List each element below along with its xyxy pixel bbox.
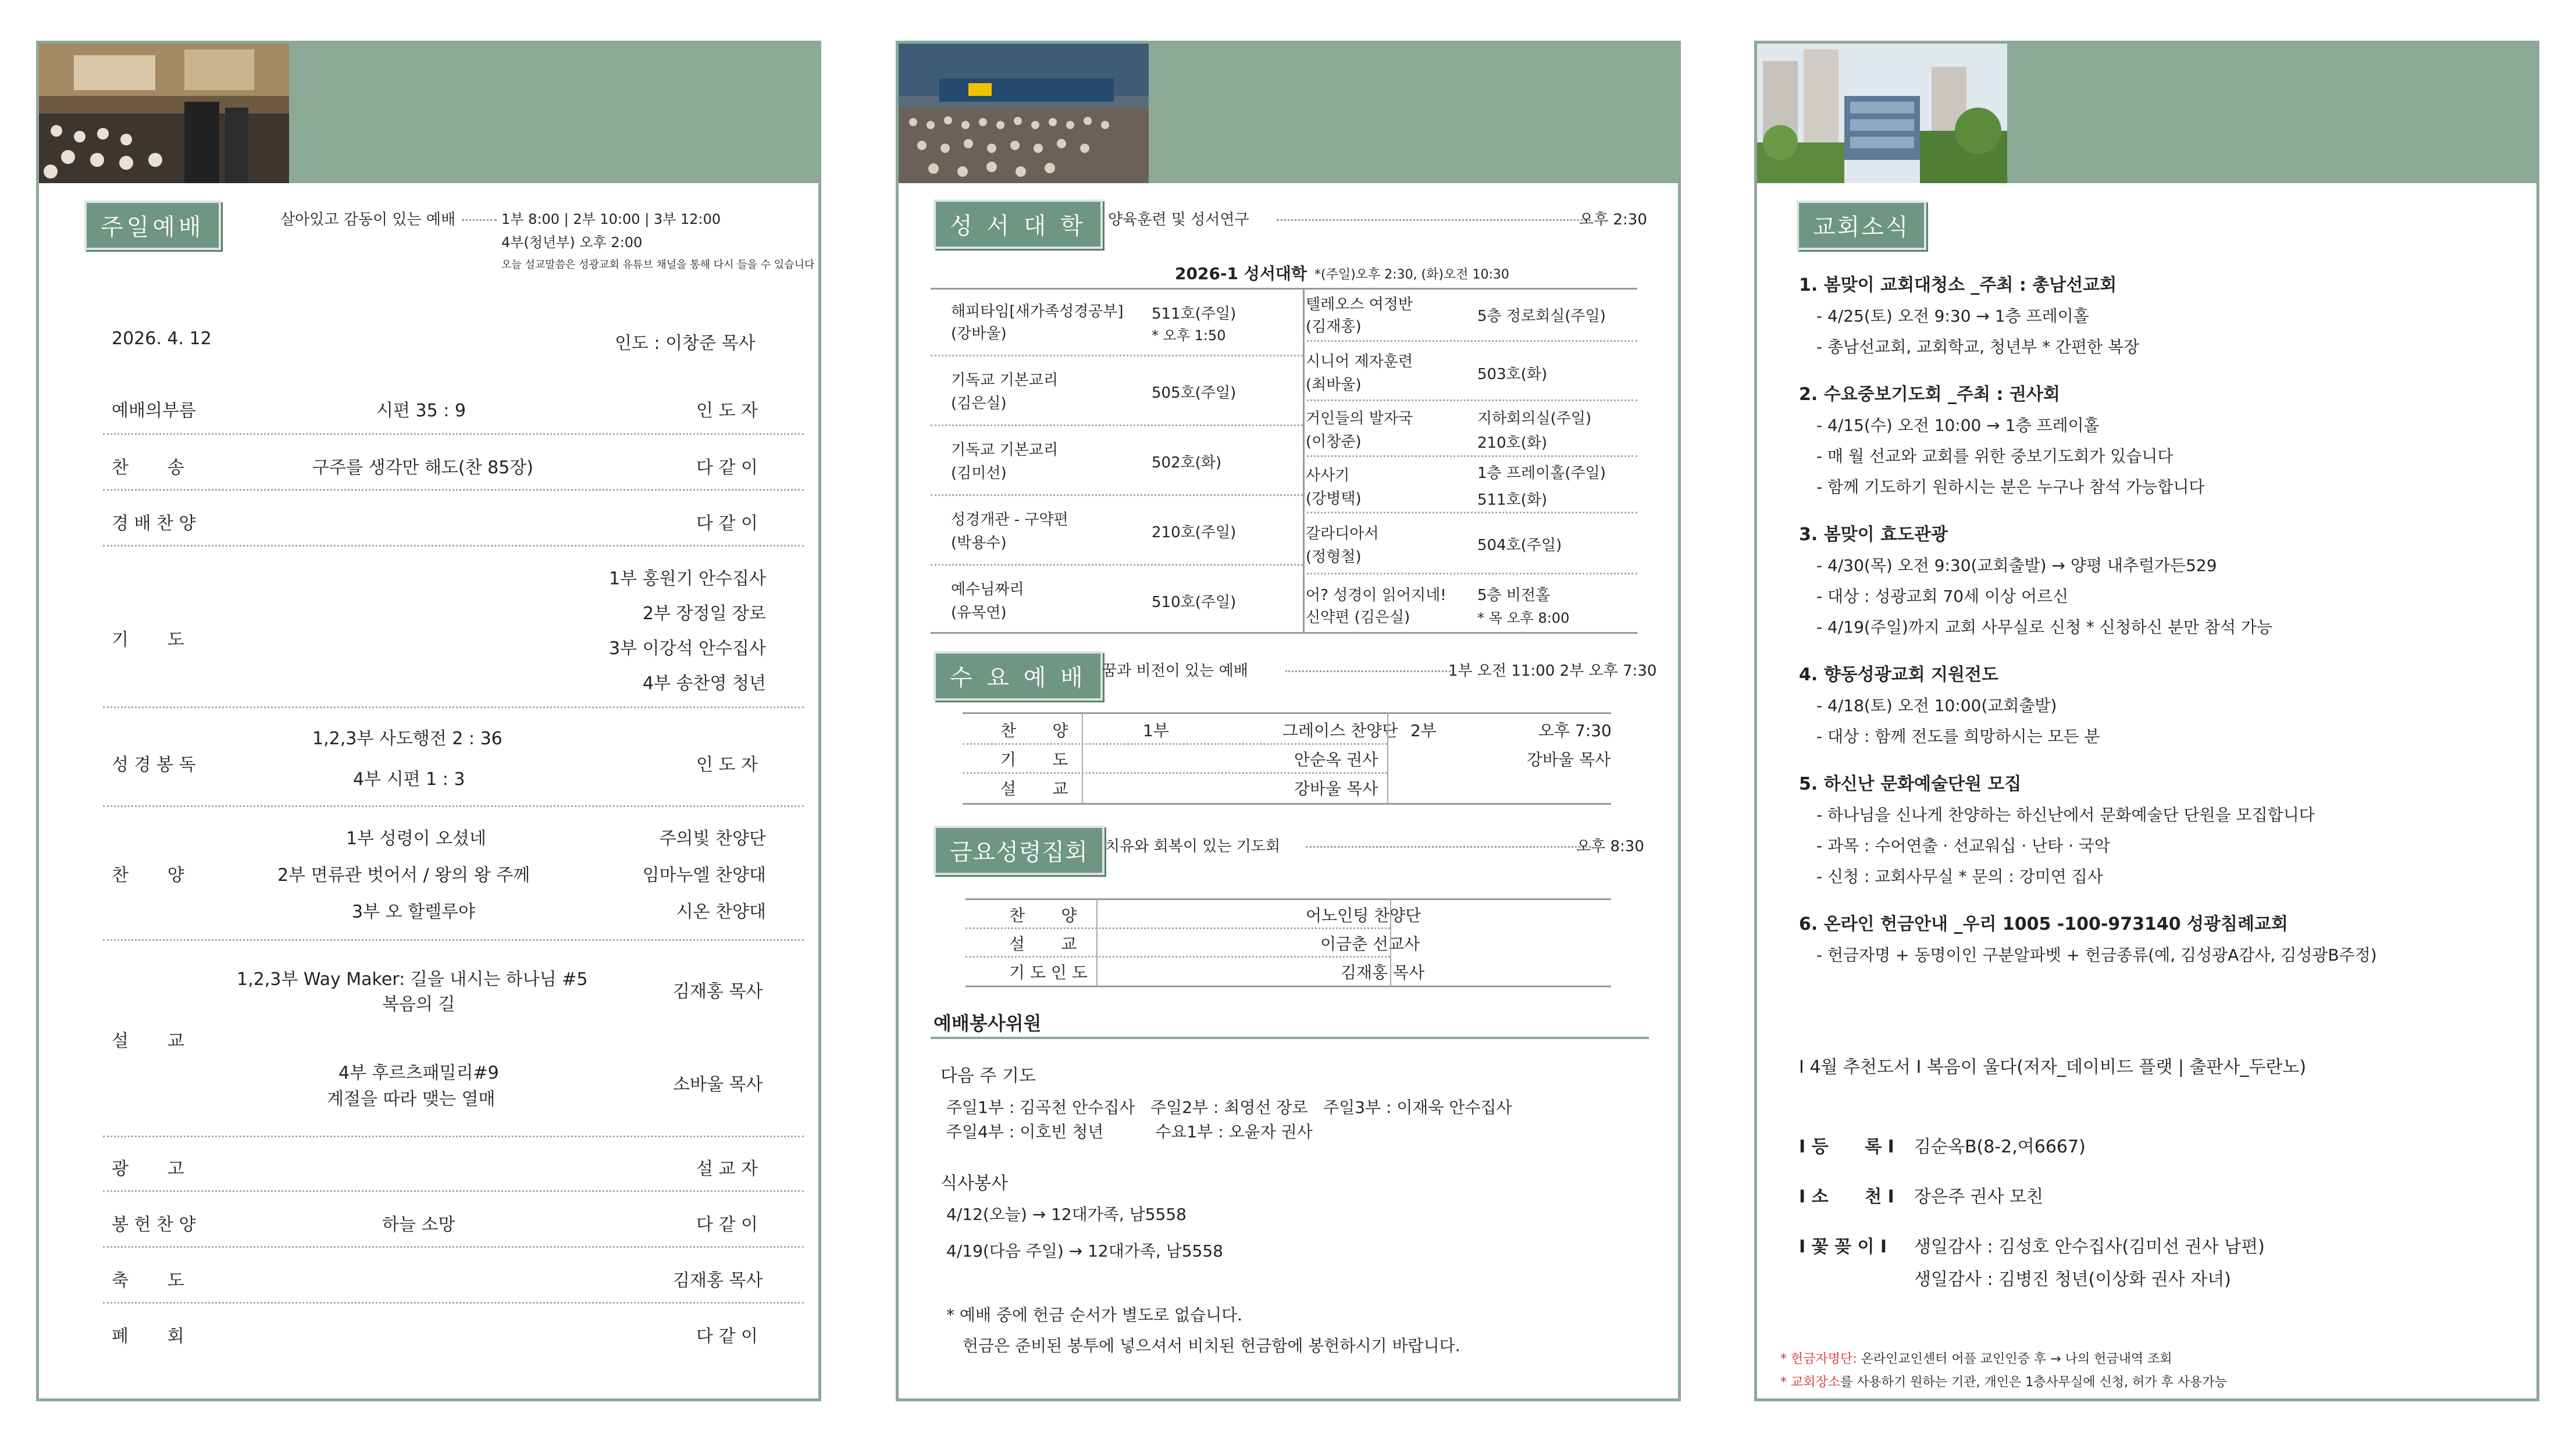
news-list (1799, 270, 2520, 988)
row-divider (103, 1190, 804, 1192)
sermon-title: 1,2,3부 Way Maker: 길을 내시는 하나님 #5 (237, 969, 588, 990)
leader-dots (462, 219, 497, 221)
flowers-value: 생일감사 : 김병진 청년(이상화 권사 자녀) (1914, 1269, 2231, 1290)
service-role: 기 도 (1000, 750, 1068, 769)
praise-song: 3부 오 할렐루야 (352, 902, 476, 922)
row-divider (1303, 399, 1637, 401)
course-room: 502호(화) (1152, 454, 1222, 472)
bible-college-tag: 성 서 대 학 (934, 199, 1103, 249)
news-detail: - 총남선교회, 교회학교, 청년부 * 간편한 복장 (1816, 337, 2140, 356)
order-label: 설 교 (112, 1031, 184, 1051)
wednesday-worship-tag: 수 요 예 배 (934, 651, 1103, 701)
committee-title: 예배봉사위원 (934, 1012, 1042, 1034)
panel-header-band (39, 44, 818, 183)
prayer-person: 2부 장정일 장로 (642, 604, 766, 624)
service-role: 찬 양 (1009, 906, 1077, 925)
bible-college-time: 오후 2:30 (1579, 211, 1647, 229)
order-person: 김재홍 목사 (673, 1270, 763, 1291)
course-name: 성경개관 - 구약편 (951, 511, 1068, 529)
order-label: 광 고 (112, 1159, 184, 1179)
news-detail: - 4/30(목) 오전 9:30(교회출발) → 양평 내추럴가든529 (1816, 556, 2217, 575)
friday-time: 오후 8:30 (1576, 838, 1644, 855)
leader-dots (1277, 219, 1591, 221)
bible-college-panel (896, 41, 1681, 1401)
order-label: 축 도 (112, 1270, 184, 1291)
news-heading: 3. 봄맞이 효도관광 (1799, 524, 1948, 545)
service-person: 어노인팅 찬양단 (1306, 906, 1421, 925)
news-item (1799, 769, 2520, 892)
prayer-title: 다음 주 기도 (940, 1066, 1036, 1086)
note-label: * 헌금자명단: (1780, 1352, 1857, 1366)
course-name: 사사기 (1306, 467, 1350, 484)
course-teacher: (유목연) (951, 604, 1007, 622)
table-bottom-line (931, 632, 1637, 634)
news-detail: - 과목 : 수어연출 · 선교워십 · 난타 · 국악 (1816, 836, 2111, 855)
news-heading: 4. 향동성광교회 지원전도 (1799, 665, 1998, 685)
news-item (1799, 909, 2520, 970)
wednesday-subtitle: 꿈과 비전이 있는 예배 (1102, 662, 1248, 680)
service-person: 이금춘 선교사 (1320, 934, 1420, 954)
note-text: 온라인교인센터 어플 교인인증 후 → 나의 헌금내역 조회 (1857, 1352, 2172, 1366)
news-heading: 5. 하신난 문화예술단원 모집 (1799, 774, 2022, 794)
row-divider (963, 772, 1387, 774)
col-divider (1082, 712, 1083, 803)
news-detail: - 4/18(토) 오전 10:00(교회출발) (1816, 696, 2057, 715)
order-person: 설 교 자 (696, 1159, 758, 1179)
row-divider (103, 1136, 804, 1137)
sermon-preacher: 김재홍 목사 (673, 981, 763, 1002)
course-name: 어? 성경이 읽어지네! (1306, 587, 1446, 604)
order-content: 구주를 생각만 해도(찬 85장) (312, 458, 533, 478)
row-divider (931, 564, 1303, 566)
course-room: 1층 프레이홀(주일) (1477, 465, 1606, 482)
meal-title: 식사봉사 (940, 1173, 1008, 1194)
order-content: 하늘 소망 (382, 1215, 455, 1235)
leader-dots (1306, 846, 1591, 848)
service-role: 기 도 인 도 (1009, 963, 1088, 982)
news-detail: - 하나님을 신나게 찬양하는 하신난에서 문화예술단 단원을 모집합니다 (1816, 805, 2315, 824)
news-heading: 2. 수요중보기도회 _주최 : 권사회 (1799, 384, 2060, 405)
order-person: 인 도 자 (696, 401, 758, 421)
course-name: 거인들의 발자국 (1306, 410, 1413, 427)
course-teacher: 신약편 (김은실) (1306, 609, 1410, 626)
service-times-1: 1부 8:00 | 2부 10:00 | 3부 12:00 (501, 211, 721, 227)
prayer-person: 4부 송찬영 청년 (642, 673, 766, 694)
sermon-subtitle: 계절을 따라 맺는 열매 (327, 1089, 496, 1109)
church-building-photo (1757, 44, 2007, 183)
order-label: 봉 헌 찬 양 (112, 1215, 196, 1235)
row-divider (931, 355, 1303, 356)
panel-header-band (899, 44, 1678, 183)
service-person: 김재홍 목사 (1341, 963, 1425, 982)
course-room: 5층 정로회실(주일) (1477, 308, 1606, 325)
course-teacher: (강병택) (1306, 490, 1362, 508)
sermon-preacher: 소바울 목사 (673, 1075, 763, 1095)
news-detail: - 매 월 선교와 교회를 위한 중보기도회가 있습니다 (1816, 447, 2174, 466)
praise-choir: 시온 찬양대 (676, 902, 766, 922)
sunday-worship-tag: 주일예배 (84, 201, 221, 250)
service-person: 강바울 목사 (1527, 750, 1611, 769)
order-label: 경 배 찬 양 (112, 513, 196, 534)
sermon-title: 4부 후르츠패밀리#9 (339, 1063, 499, 1083)
row-divider (931, 494, 1303, 496)
prayer-list: 주일1부 : 김곡천 안수집사 주일2부 : 최영선 장로 주일3부 : 이재욱 안수집사 (946, 1098, 1512, 1117)
course-name: 텔레오스 여정반 (1306, 296, 1413, 313)
meal-line: 4/12(오늘) → 12대가족, 남5558 (946, 1205, 1187, 1224)
news-detail: - 함께 기도하기 원하시는 분은 누구나 참석 가능합니다 (1816, 477, 2205, 497)
course-teacher: (김은실) (951, 395, 1007, 412)
course-teacher: (강바울) (951, 325, 1007, 342)
news-heading: 1. 봄맞이 교회대청소 _주최 : 총남선교회 (1799, 275, 2117, 295)
sunday-subtitle: 살아있고 감동이 있는 예배 (280, 211, 456, 229)
course-room: 503호(화) (1477, 366, 1548, 383)
service-person: 그레이스 찬양단 (1282, 721, 1398, 740)
course-room: 210호(주일) (1152, 524, 1237, 541)
col-divider (1096, 898, 1098, 986)
news-detail: - 4/19(주일)까지 교회 사무실로 신청 * 신청하신 분만 참석 가능 (1816, 618, 2272, 637)
news-detail: - 4/15(수) 오전 10:00 → 1층 프레이홀 (1816, 416, 2100, 435)
order-label: 찬 송 (112, 458, 184, 478)
row-divider (1303, 455, 1637, 457)
course-name: 시니어 제자훈련 (1306, 353, 1413, 370)
news-detail: - 대상 : 함께 전도를 희망하시는 모든 분 (1816, 727, 2100, 746)
praise-choir: 임마누엘 찬양대 (642, 865, 766, 886)
course-teacher: (최바울) (1306, 376, 1362, 394)
service-person: 안순옥 권사 (1294, 750, 1378, 769)
table-top-line (965, 898, 1611, 900)
course-name: 갈라디아서 (1306, 525, 1379, 542)
friday-subtitle: 치유와 회복이 있는 기도회 (1105, 838, 1281, 855)
course-name: 해피타임[새가족성경공부] (951, 303, 1124, 320)
row-divider (963, 743, 1387, 745)
friday-meeting-tag: 금요성령집회 (934, 826, 1104, 875)
service-part: 2부 (1410, 721, 1437, 740)
praise-song: 1부 성령이 오셨네 (346, 829, 487, 849)
row-divider (1303, 512, 1637, 513)
church-news-tag: 교회소식 (1797, 201, 1926, 250)
praise-choir: 주의빛 찬양단 (659, 829, 766, 849)
registration-label: I 등 록 I (1799, 1137, 1894, 1157)
course-name: 예수님짜리 (951, 581, 1024, 598)
prayer-list: 주일4부 : 이호빈 청년 수요1부 : 오윤자 권사 (946, 1122, 1313, 1141)
news-detail: - 4/25(토) 오전 9:30 → 1층 프레이홀 (1816, 306, 2089, 326)
course-teacher: (박용수) (951, 534, 1007, 552)
order-person: 다 같 이 (696, 1326, 758, 1347)
row-divider (103, 545, 804, 547)
note-text: 를 사용하기 원하는 기관, 개인은 1층사무실에 신청, 허가 후 사용가능 (1840, 1375, 2227, 1390)
registration-value: 김순옥B(8-2,여6667) (1914, 1137, 2086, 1157)
course-teacher: (정형철) (1306, 548, 1362, 566)
sermon-subtitle: 복음의 길 (382, 994, 455, 1015)
course-room-note: * 오후 1:50 (1152, 327, 1226, 344)
order-label: 찬 양 (112, 865, 184, 886)
service-time: 오후 7:30 (1538, 721, 1612, 740)
course-room-note: * 목 오후 8:00 (1477, 610, 1570, 626)
meal-line: 4/19(다음 주일) → 12대가족, 남5558 (946, 1241, 1223, 1261)
course-name: 기독교 기본교리 (951, 372, 1059, 389)
order-label: 예배의부름 (112, 401, 196, 421)
row-divider (103, 706, 804, 708)
order-label: 성 경 봉 독 (112, 755, 196, 775)
service-role: 설 교 (1000, 779, 1068, 798)
congregation-photo (899, 44, 1149, 183)
row-divider (103, 939, 804, 941)
order-label: 폐 회 (112, 1326, 184, 1347)
course-teacher: (김재홍) (1306, 318, 1362, 335)
news-heading: 6. 온라인 헌금안내 _우리 1005 -100-973140 성광침례교회 (1799, 914, 2288, 934)
scripture-line: 1,2,3부 사도행전 2 : 36 (312, 729, 503, 749)
bible-college-subtitle: 양육훈련 및 성서연구 (1108, 211, 1249, 229)
order-person: 다 같 이 (696, 1215, 758, 1235)
service-role: 설 교 (1009, 934, 1077, 954)
offering-note: 헌금은 준비된 봉투에 넣으셔서 비치된 헌금함에 봉헌하시기 바랍니다. (963, 1336, 1460, 1355)
course-room: 511호(주일) (1152, 305, 1237, 323)
worship-date: 2026. 4. 12 (112, 329, 212, 349)
course-name: 기독교 기본교리 (951, 441, 1059, 459)
news-item (1799, 520, 2520, 643)
worship-photo (39, 44, 289, 183)
news-detail: - 신청 : 교회사무실 * 문의 : 강미연 집사 (1816, 867, 2103, 886)
news-detail: - 헌금자명 + 동명이인 구분알파벳 + 헌금종류(예, 김성광A감사, 김성광B주정) (1816, 945, 2377, 965)
row-divider (103, 805, 804, 807)
service-role: 찬 양 (1000, 721, 1068, 740)
order-label: 기 도 (112, 630, 184, 650)
praise-song: 2부 면류관 벗어서 / 왕의 왕 주께 (277, 865, 530, 886)
row-divider (1303, 573, 1637, 574)
col-divider (1390, 898, 1391, 986)
course-room: 5층 비전홀 (1477, 587, 1551, 604)
committee-line (931, 1037, 1649, 1039)
course-room: 210호(화) (1477, 434, 1548, 452)
service-person: 강바울 목사 (1294, 779, 1378, 798)
prayer-person: 3부 이강석 안수집사 (609, 638, 766, 659)
sunday-worship-panel (36, 41, 821, 1401)
leader-dots (1285, 670, 1454, 672)
flowers-label: I 꽃 꽂 이 I (1799, 1237, 1887, 1257)
course-room: 505호(주일) (1152, 384, 1237, 402)
order-content: 시편 35 : 9 (376, 401, 466, 421)
course-room: 511호(화) (1477, 491, 1548, 509)
wednesday-time: 1부 오전 11:00 2부 오후 7:30 (1448, 662, 1657, 680)
course-teacher: (이창준) (1306, 433, 1362, 451)
flowers-value: 생일감사 : 김성호 안수집사(김미선 권사 남편) (1914, 1237, 2265, 1257)
course-room: 지하회의실(주일) (1477, 410, 1592, 427)
scripture-line: 4부 시편 1 : 3 (353, 769, 465, 790)
order-person: 다 같 이 (696, 513, 758, 534)
table-bottom-line (965, 986, 1611, 987)
row-divider (1303, 340, 1637, 342)
worship-leader: 인도 : 이창준 목사 (615, 333, 756, 354)
church-news-panel (1754, 41, 2539, 1401)
row-divider (931, 424, 1303, 426)
offering-note: * 예배 중에 헌금 순서가 별도로 없습니다. (946, 1305, 1243, 1325)
news-detail: - 대상 : 성광교회 70세 이상 어르신 (1816, 587, 2069, 606)
course-room: 510호(주일) (1152, 594, 1237, 611)
news-item (1799, 380, 2520, 502)
news-item (1799, 270, 2520, 362)
row-divider (103, 489, 804, 491)
table-top-line (963, 712, 1611, 714)
course-room: 504호(주일) (1477, 537, 1562, 554)
row-divider (103, 1302, 804, 1304)
condolence-label: I 소 천 I (1799, 1187, 1894, 1207)
offering-lookup-note (1780, 1349, 2172, 1367)
table-bottom-line (963, 803, 1611, 805)
note-label: * 교회장소 (1780, 1375, 1841, 1390)
table-top-line (931, 288, 1637, 290)
service-times-2: 4부(청년부) 오후 2:00 (501, 234, 643, 251)
prayer-person: 1부 홍원기 안수집사 (609, 569, 766, 589)
room-usage-note (1780, 1372, 2227, 1390)
news-item (1799, 660, 2520, 752)
table-title: 2026-1 성서대학 (1175, 264, 1307, 283)
service-part: 1부 (1143, 721, 1169, 740)
row-divider (965, 956, 1390, 958)
row-divider (103, 433, 804, 435)
col-divider (1387, 712, 1388, 803)
row-divider (103, 1246, 804, 1248)
recommended-book: I 4월 추천도서 I 복음이 울다(저자_데이비드 플랫 | 출판사_두란노) (1799, 1057, 2307, 1077)
condolence-value: 장은주 권사 모친 (1914, 1187, 2043, 1207)
youtube-note: 오늘 설교말씀은 성광교회 유튜브 채널을 통해 다시 들을 수 있습니다 (501, 259, 815, 271)
panel-header-band (1757, 44, 2536, 183)
course-teacher: (김미선) (951, 465, 1007, 482)
row-divider (965, 927, 1390, 929)
table-note: *(주일)오후 2:30, (화)오전 10:30 (1314, 267, 1509, 282)
order-person: 다 같 이 (696, 458, 758, 478)
order-person: 인 도 자 (696, 755, 758, 775)
